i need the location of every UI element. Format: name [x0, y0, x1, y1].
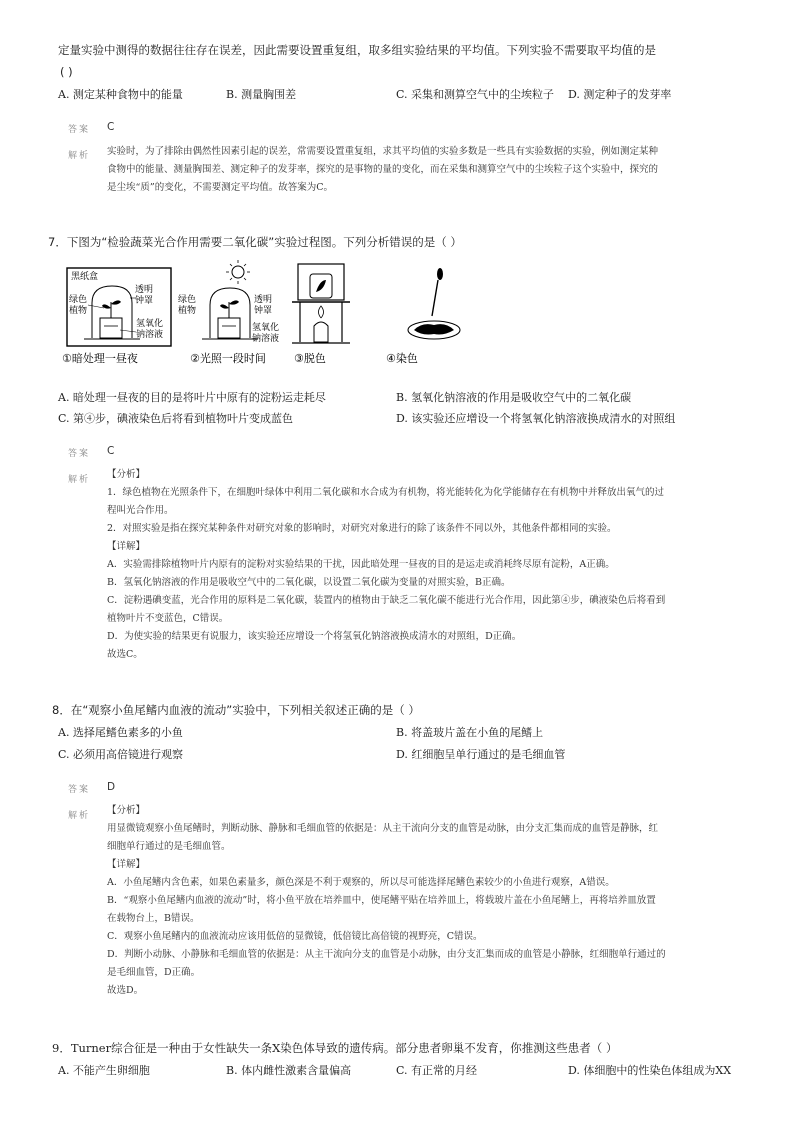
q7-answer-label: 答案 [68, 449, 91, 459]
caption-step-3: ③脱色 [294, 352, 326, 365]
cover-label-1a: 透明 [135, 285, 154, 295]
solution-label-2b: 钠溶液 [252, 334, 280, 344]
analysis-line: 故选D。 [107, 985, 144, 996]
q6-stem: 定量实验中测得的数据往往存在误差，因此需要设置重复组，取多组实验结果的平均值。下列实验不需要取平均值的是 [58, 43, 656, 57]
caption-step-4: ④染色 [386, 352, 418, 365]
plant-label-2b: 植物 [178, 306, 197, 316]
analysis-line: C．淀粉遇碘变蓝，光合作用的原料是二氧化碳，装置内的植物由于缺乏二氧化碳不能进行光合作用，因此第④步，碘液染色后将看到 [107, 595, 666, 606]
analysis-line: A．小鱼尾鳍内含色素，如果色素量多，颜色深是不利于观察的，所以尽可能选择尾鳍色素较少的小鱼进行观察，A错误。 [107, 877, 615, 888]
q8-option-c: C. 必须用高倍镜进行观察 [58, 748, 184, 761]
q7-experiment-figure [62, 258, 502, 370]
plant-label-1b: 植物 [69, 306, 88, 316]
plant-label-2 [178, 293, 199, 316]
q6-answer-blank: ( ) [60, 65, 73, 79]
cover-label-2b: 钟罩 [254, 306, 273, 316]
q8-analysis-label: 解析 [68, 811, 91, 821]
q7-option-d: D. 该实验还应增设一个将氢氧化钠溶液换成清水的对照组 [396, 412, 676, 425]
q7-analysis-label: 解析 [68, 475, 91, 485]
solution-label-2a: 氢氧化 [252, 323, 280, 333]
q7-option-a: A. 暗处理一昼夜的目的是将叶片中原有的淀粉运走耗尽 [58, 391, 326, 404]
analysis-line: 植物叶片不变蓝色，C错误。 [107, 613, 229, 624]
q9-option-b: B. 体内雌性激素含量偏高 [226, 1064, 352, 1077]
plant-label-1a: 绿色 [69, 295, 88, 305]
step3-decolor-apparatus [292, 264, 350, 343]
caption-step-1: ①暗处理一昼夜 [62, 352, 138, 365]
analysis-line: 【详解】 [107, 541, 146, 552]
q6-answer-label: 答案 [68, 125, 91, 135]
analysis-line: 实验时，为了排除由偶然性因素引起的误差，常需要设置重复组，求其平均值的实验多数是一些具有实验数据的实验，例如测定某种 [107, 146, 659, 157]
analysis-line: D．判断小动脉、小静脉和毛细血管的依据是：从主干流向分支的血管是小动脉，由分支汇集而成的血管是小静脉，红细胞单行通过的 [107, 949, 666, 960]
step2-light [202, 260, 258, 339]
q9-stem: 9．Turner综合征是一种由于女性缺失一条X染色体导致的遗传病。部分患者卵巢不发育，你推测这些患者（ ） [52, 1041, 618, 1055]
analysis-line: 细胞单行通过的是毛细血管。 [107, 841, 231, 852]
q8-option-b: B. 将盖玻片盖在小鱼的尾鳍上 [396, 726, 544, 739]
q7-stem: 7．下图为“检验蔬菜光合作用需要二氧化碳”实验过程图。下列分析错误的是（ ） [48, 235, 462, 249]
analysis-line: 【分析】 [107, 469, 146, 480]
q8-stem: 8．在“观察小鱼尾鳍内血液的流动”实验中，下列相关叙述正确的是（ ） [52, 703, 420, 717]
plant-label-1 [69, 293, 90, 316]
analysis-line: 在载物台上，B错误。 [107, 913, 200, 924]
analysis-line: D．为使实验的结果更有说服力，该实验还应增设一个将氢氧化钠溶液换成清水的对照组，D正确。 [107, 631, 522, 642]
q7-option-c: C. 第④步，碘液染色后将看到植物叶片变成蓝色 [58, 412, 294, 425]
q8-option-a: A. 选择尾鳍色素多的小鱼 [58, 726, 183, 739]
q7-analysis [107, 466, 757, 664]
plant-label-2a: 绿色 [178, 295, 197, 305]
analysis-line: C．观察小鱼尾鳍内的血液流动应该用低倍的显微镜，低倍镜比高倍镜的视野亮，C错误。 [107, 931, 483, 942]
analysis-line: 2．对照实验是指在探究某种条件对研究对象的影响时，对研究对象进行的除了该条件不同以外，其他条件都相同的实验。 [107, 523, 617, 534]
step4-stain-apparatus [408, 268, 460, 339]
q9-option-d: D. 体细胞中的性染色体组成为XX [568, 1064, 732, 1077]
q6-analysis-label: 解析 [68, 151, 91, 161]
analysis-line: 是尘埃“质”的变化，不需要测定平均值。故答案为C。 [107, 182, 333, 193]
analysis-line: B．“观察小鱼尾鳍内血液的流动”时，将小鱼平放在培养皿中，使尾鳍平贴在培养皿上，将载玻片盖在小鱼尾鳍上，再将培养皿放置 [107, 895, 656, 906]
analysis-line: 是毛细血管，D正确。 [107, 967, 201, 978]
q9-option-a: A. 不能产生卵细胞 [58, 1064, 150, 1077]
cover-label-2 [254, 294, 275, 316]
cover-label-2a: 透明 [254, 295, 273, 305]
q8-analysis [107, 802, 757, 1000]
solution-label-1b: 钠溶液 [136, 330, 164, 340]
analysis-line: 【详解】 [107, 859, 146, 870]
q6-answer: C [107, 121, 115, 133]
box-title-label: 黑纸盒 [71, 272, 99, 282]
q8-option-d: D. 红细胞呈单行通过的是毛细血管 [396, 748, 566, 761]
analysis-line: 程叫光合作用。 [107, 505, 174, 516]
analysis-line: 1．绿色植物在光照条件下，在细胞叶绿体中利用二氧化碳和水合成为有机物，将光能转化为化学能储存在有机物中并释放出氧气的过 [107, 487, 665, 498]
q6-option-b: B. 测量胸围差 [226, 88, 297, 101]
experiment-diagram [62, 258, 502, 370]
analysis-line: A．实验需排除植物叶片内原有的淀粉对实验结果的干扰，因此暗处理一昼夜的目的是运走或消耗终尽原有淀粉，A正确。 [107, 559, 615, 570]
solution-label-1a: 氢氧化 [136, 319, 164, 329]
analysis-line: 【分析】 [107, 805, 146, 816]
analysis-line: 食物中的能量、测量胸围差、测定种子的发芽率，探究的是事物的量的变化，而在采集和测算空气中的尘埃粒子这个实验中，探究的 [107, 164, 659, 175]
solution-label-2 [252, 321, 282, 344]
analysis-line: 故选C。 [107, 649, 143, 660]
q8-answer: D [107, 781, 116, 793]
q6-option-a: A. 测定某种食物中的能量 [58, 88, 183, 101]
q8-answer-label: 答案 [68, 785, 91, 795]
q6-option-c: C. 采集和测算空气中的尘埃粒子 [396, 88, 555, 101]
analysis-line: B．氢氧化钠溶液的作用是吸收空气中的二氧化碳，以设置二氧化碳为变量的对照实验，B正确。 [107, 577, 511, 588]
q7-option-b: B. 氢氧化钠溶液的作用是吸收空气中的二氧化碳 [396, 391, 632, 404]
q7-answer: C [107, 445, 115, 457]
q6-analysis [107, 143, 747, 197]
analysis-line: 用显微镜观察小鱼尾鳍时，判断动脉、静脉和毛细血管的依据是：从主干流向分支的血管是动脉，由分支汇集而成的血管是静脉，红 [107, 823, 659, 834]
q9-option-c: C. 有正常的月经 [396, 1064, 478, 1077]
caption-step-2: ②光照一段时间 [190, 352, 266, 365]
q6-option-d: D. 测定种子的发芽率 [568, 88, 672, 101]
solution-label-1 [136, 317, 166, 340]
cover-label-1b: 钟罩 [135, 296, 154, 306]
